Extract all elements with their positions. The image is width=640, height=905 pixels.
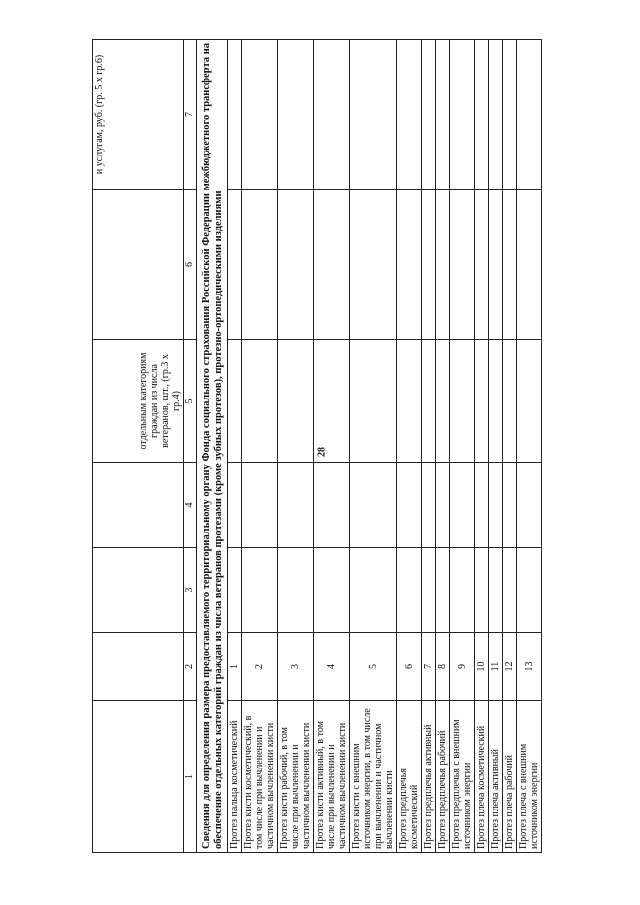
- empty-cell: [397, 548, 422, 633]
- empty-cell: [517, 190, 542, 340]
- empty-cell: [350, 463, 397, 548]
- row-name: Протез кисти рабочий, в том числе при вычленении и частичном вычленении кисти: [278, 701, 314, 853]
- empty-cell: [242, 548, 278, 633]
- empty-cell: [450, 463, 475, 548]
- empty-cell: [228, 340, 242, 463]
- column-number: 1: [184, 701, 197, 853]
- row-name: Протез предплечья с внешним источником энергии: [450, 701, 475, 853]
- row-name: Протез плеча косметический: [475, 701, 489, 853]
- column-number-row: [184, 40, 197, 853]
- empty-cell: [314, 190, 350, 340]
- empty-cell: [489, 548, 503, 633]
- row-name: Протез предплечья косметический: [397, 701, 422, 853]
- empty-cell: [242, 463, 278, 548]
- empty-cell: [517, 548, 542, 633]
- empty-cell: [228, 40, 242, 190]
- table-row: [350, 40, 397, 853]
- empty-cell: [242, 190, 278, 340]
- empty-cell: [450, 548, 475, 633]
- empty-cell: [422, 190, 436, 340]
- empty-cell: [436, 190, 450, 340]
- empty-cell: [450, 340, 475, 463]
- column-number: 7: [184, 40, 197, 190]
- row-number: 13: [517, 633, 542, 701]
- row-name: Протез кисти с внешним источником энергии, в том числе при вычленении и частичном вычленении кисти: [350, 701, 397, 853]
- empty-cell: [475, 40, 489, 190]
- empty-cell: [397, 190, 422, 340]
- row-name: Протез кисти активный, в том числе при вычленении и частичном вычленении кисти: [314, 701, 350, 853]
- empty-cell: [228, 463, 242, 548]
- header-col7: и услугам, руб. (гр. 5 х гр.6): [93, 40, 184, 190]
- empty-cell: [228, 548, 242, 633]
- table-row: [242, 40, 278, 853]
- empty-cell: [436, 463, 450, 548]
- row-name: Протез плеча с внешним источником энергии: [517, 701, 542, 853]
- empty-cell: [278, 463, 314, 548]
- empty-cell: [517, 340, 542, 463]
- empty-cell: [397, 340, 422, 463]
- empty-cell: [350, 190, 397, 340]
- header-col1: [93, 701, 184, 853]
- table-row: [278, 40, 314, 853]
- table-row: [475, 40, 489, 853]
- header-col4: [93, 463, 184, 548]
- header-row: [93, 40, 184, 853]
- table-row: [228, 40, 242, 853]
- row-number: 10: [475, 633, 489, 701]
- empty-cell: [397, 40, 422, 190]
- empty-cell: [278, 40, 314, 190]
- row-number: 5: [350, 633, 397, 701]
- empty-cell: [397, 463, 422, 548]
- empty-cell: [436, 40, 450, 190]
- row-name: Протез кисти косметический, в том числе при вычленении и частичном вычленении кисти: [242, 701, 278, 853]
- column-number: 4: [184, 463, 197, 548]
- table-row: [397, 40, 422, 853]
- empty-cell: [489, 463, 503, 548]
- empty-cell: [314, 340, 350, 463]
- empty-cell: [314, 463, 350, 548]
- row-number: 6: [397, 633, 422, 701]
- table-row: [422, 40, 436, 853]
- row-name: Протез предплечья активный: [422, 701, 436, 853]
- empty-cell: [475, 340, 489, 463]
- empty-cell: [489, 340, 503, 463]
- header-col5: отдельным категориям граждан из числа ветеранов, шт., (гр.3 х гр.4): [93, 340, 184, 463]
- row-name: Протез плеча рабочий: [503, 701, 517, 853]
- empty-cell: [350, 40, 397, 190]
- row-number: 1: [228, 633, 242, 701]
- header-col2: [93, 633, 184, 701]
- header-col6: [93, 190, 184, 340]
- data-table: [92, 39, 542, 853]
- column-number: 3: [184, 548, 197, 633]
- empty-cell: [450, 40, 475, 190]
- section-title-row: [197, 40, 228, 853]
- row-name: Протез плеча активный: [489, 701, 503, 853]
- empty-cell: [517, 40, 542, 190]
- table-row: [503, 40, 517, 853]
- empty-cell: [475, 463, 489, 548]
- page-number: 28: [316, 447, 328, 457]
- empty-cell: [475, 548, 489, 633]
- empty-cell: [503, 190, 517, 340]
- empty-cell: [436, 340, 450, 463]
- row-number: 2: [242, 633, 278, 701]
- empty-cell: [242, 340, 278, 463]
- table-row: [450, 40, 475, 853]
- rotated-table-sheet: [92, 40, 562, 853]
- empty-cell: [314, 548, 350, 633]
- empty-cell: [503, 548, 517, 633]
- header-col3: [93, 548, 184, 633]
- empty-cell: [422, 463, 436, 548]
- empty-cell: [503, 463, 517, 548]
- row-number: 4: [314, 633, 350, 701]
- table-row: [314, 40, 350, 853]
- empty-cell: [503, 340, 517, 463]
- row-number: 3: [278, 633, 314, 701]
- empty-cell: [475, 190, 489, 340]
- empty-cell: [517, 463, 542, 548]
- empty-cell: [314, 40, 350, 190]
- table-row: [489, 40, 503, 853]
- empty-cell: [489, 190, 503, 340]
- column-number: 6: [184, 190, 197, 340]
- row-number: 11: [489, 633, 503, 701]
- column-number: 5: [184, 340, 197, 463]
- empty-cell: [422, 548, 436, 633]
- table-row: [436, 40, 450, 853]
- empty-cell: [228, 190, 242, 340]
- empty-cell: [350, 340, 397, 463]
- empty-cell: [350, 548, 397, 633]
- empty-cell: [422, 340, 436, 463]
- empty-cell: [422, 40, 436, 190]
- row-number: 9: [450, 633, 475, 701]
- row-number: 7: [422, 633, 436, 701]
- empty-cell: [450, 190, 475, 340]
- table-row: [517, 40, 542, 853]
- column-number: 2: [184, 633, 197, 701]
- empty-cell: [278, 190, 314, 340]
- section-title: Сведения для определения размера предоставляемого территориальному органу Фонда социального страхования Российской Федерации межбюджетного трансферта на обеспечение отдельных категорий граждан из числа ветеранов протезами (кроме зубных протезов), протезно-ортопедическими изделиями: [197, 40, 228, 853]
- row-name: Протез пальца косметический: [228, 701, 242, 853]
- empty-cell: [278, 340, 314, 463]
- row-number: 12: [503, 633, 517, 701]
- empty-cell: [278, 548, 314, 633]
- empty-cell: [489, 40, 503, 190]
- empty-cell: [503, 40, 517, 190]
- row-number: 8: [436, 633, 450, 701]
- empty-cell: [436, 548, 450, 633]
- empty-cell: [242, 40, 278, 190]
- row-name: Протез предплечья рабочий: [436, 701, 450, 853]
